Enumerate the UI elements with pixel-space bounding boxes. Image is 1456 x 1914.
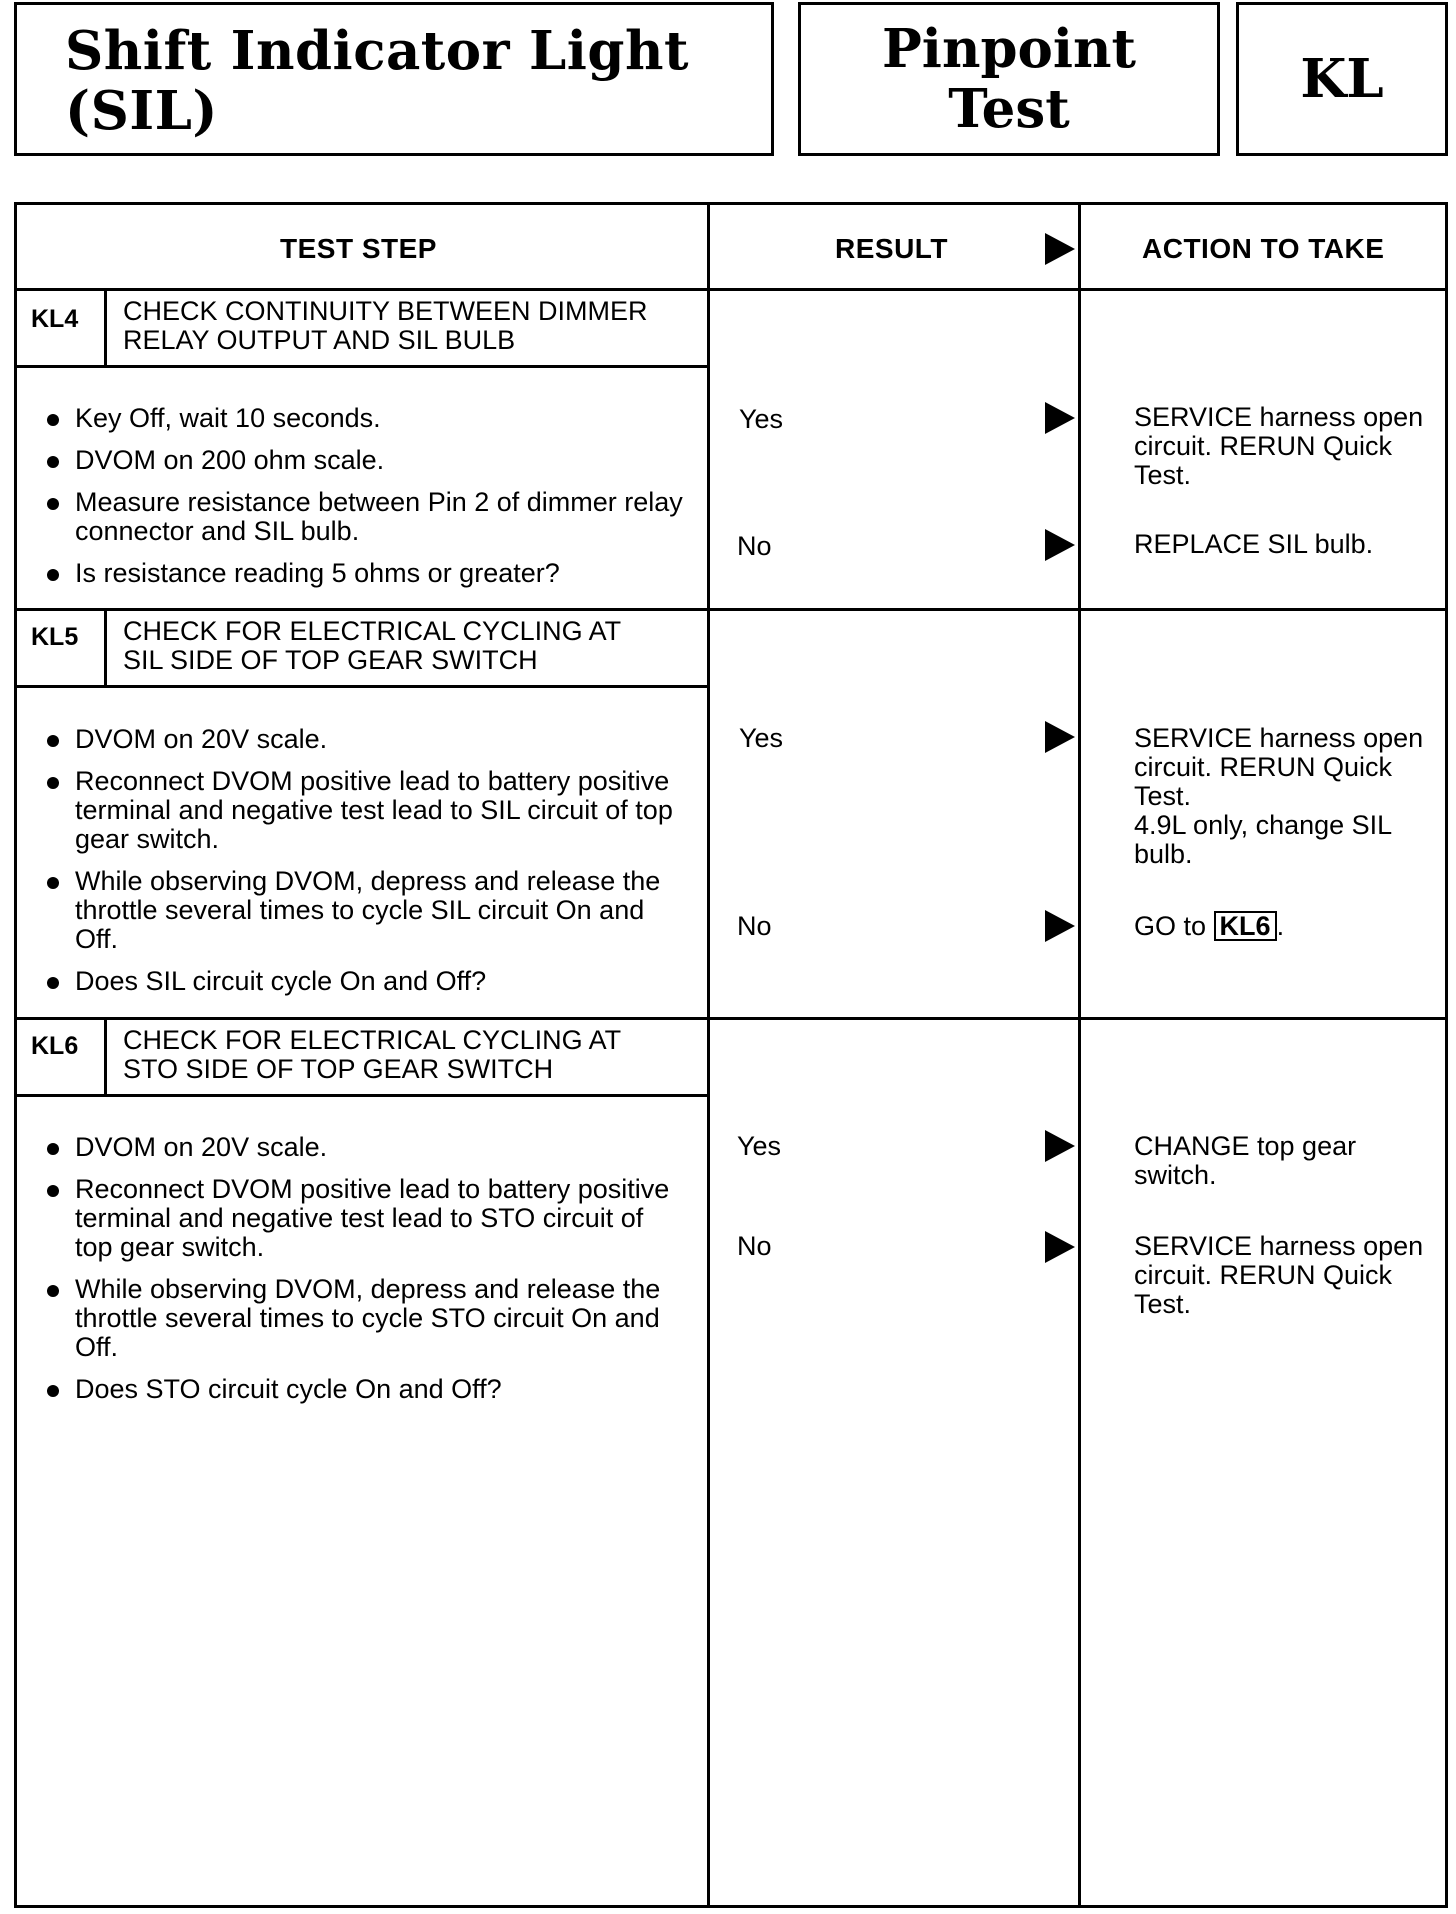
step-title: CHECK FOR ELECTRICAL CYCLING AT SIL SIDE OF TOP GEAR SWITCH [123,616,622,675]
result-arrow-icon [1045,529,1075,561]
result-arrow-icon [1045,1130,1075,1162]
result-arrow-icon [1045,233,1075,265]
header-test-step: TEST STEP [280,233,437,264]
step-divider [17,608,1445,611]
list-item: Does SIL circuit cycle On and Off? [43,967,683,996]
column-divider [1078,205,1081,1905]
step-id: KL5 [31,623,79,651]
list-item: Reconnect DVOM positive lead to battery positive terminal and negative test lead to SIL circuit of top gear switch. [43,767,683,854]
page-title: Shift Indicator Light (SIL) [65,20,689,142]
step-instructions [43,725,683,1009]
action-text: SERVICE harness open circuit. RERUN Quick Test. [1134,1231,1424,1319]
list-item: Reconnect DVOM positive lead to battery positive terminal and negative test lead to STO circuit of top gear switch. [43,1175,683,1262]
result-yes: Yes [739,404,784,434]
column-divider [707,205,710,1905]
result-arrow-icon [1045,721,1075,753]
test-code: KL [1300,48,1384,110]
list-item: DVOM on 20V scale. [43,1133,683,1162]
test-code-box [1236,2,1448,156]
step-title: CHECK CONTINUITY BETWEEN DIMMER RELAY OUTPUT AND SIL BULB [123,296,648,355]
list-item: Does STO circuit cycle On and Off? [43,1375,683,1404]
action-text: SERVICE harness open circuit. RERUN Quick Test. 4.9L only, change SIL bulb. [1134,723,1424,869]
pinpoint-test-label: Pinpoint Test [881,18,1137,140]
pinpoint-test-box [798,2,1220,156]
list-item: Measure resistance between Pin 2 of dimmer relay connector and SIL bulb. [43,488,683,546]
action-text: SERVICE harness open circuit. RERUN Quick Test. [1134,402,1424,490]
result-arrow-icon [1045,910,1075,942]
list-item: DVOM on 200 ohm scale. [43,446,683,475]
test-table [14,202,1448,1908]
action-text: GO to KL6 . [1134,911,1285,941]
header-divider [17,288,1445,291]
result-yes: Yes [737,1131,782,1161]
list-item: Is resistance reading 5 ohms or greater? [43,559,683,588]
step-instructions [43,1133,683,1417]
action-text: CHANGE top gear switch. [1134,1131,1357,1190]
result-no: No [737,1231,772,1261]
step-id-divider [104,611,107,688]
step-title-divider [17,685,707,688]
step-id: KL4 [31,305,79,333]
list-item: Key Off, wait 10 seconds. [43,404,683,433]
title-box [14,2,774,156]
result-no: No [737,911,772,941]
step-reference[interactable]: KL6 [1214,911,1277,941]
header-action: ACTION TO TAKE [1142,233,1385,264]
step-title-divider [17,1094,707,1097]
step-divider [17,1017,1445,1020]
step-title-divider [17,365,707,368]
list-item: While observing DVOM, depress and release the throttle several times to cycle STO circuit On and Off. [43,1275,683,1362]
list-item: DVOM on 20V scale. [43,725,683,754]
result-arrow-icon [1045,402,1075,434]
action-text: REPLACE SIL bulb. [1134,529,1374,559]
result-yes: Yes [739,723,784,753]
step-instructions [43,404,683,601]
result-no: No [737,531,772,561]
step-id-divider [104,1020,107,1097]
step-id: KL6 [31,1032,79,1060]
list-item: While observing DVOM, depress and release the throttle several times to cycle SIL circuit On and Off. [43,867,683,954]
step-title: CHECK FOR ELECTRICAL CYCLING AT STO SIDE OF TOP GEAR SWITCH [123,1025,622,1084]
header-result: RESULT [835,233,948,264]
result-arrow-icon [1045,1231,1075,1263]
step-id-divider [104,291,107,368]
